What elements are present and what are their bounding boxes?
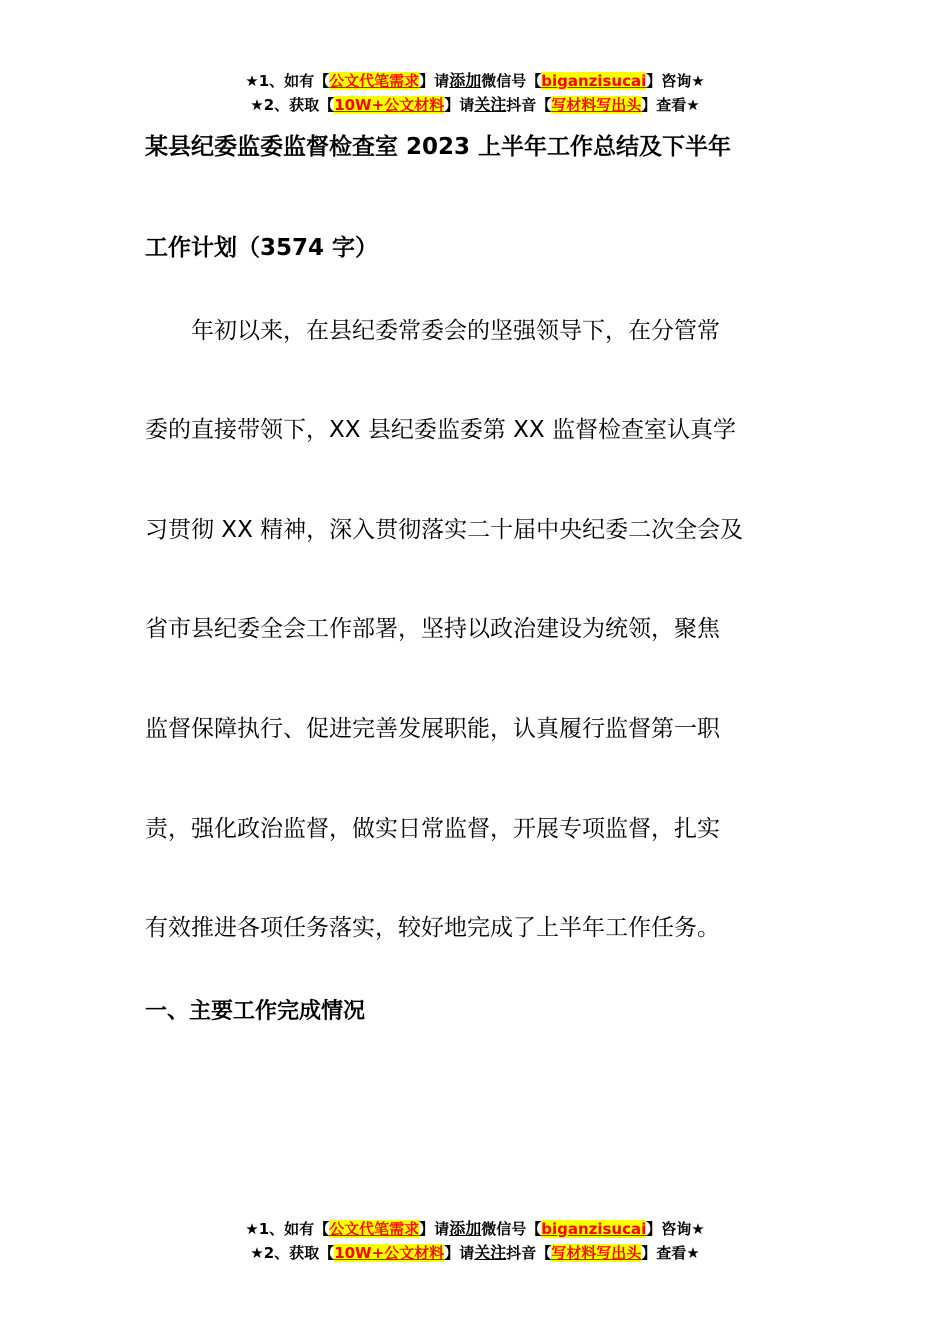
banner-line-2-emphasis: 关注 [474, 95, 507, 114]
banner-line-2-mid: 】请 [444, 96, 475, 114]
banner-line-1-suffix: 】咨询★ [646, 72, 705, 90]
footer-banner-line-1 [0, 1217, 950, 1241]
footer-line-2-emphasis: 关注 [474, 1243, 507, 1262]
footer-line-2-prefix: ★2、获取【 [250, 1244, 335, 1262]
footer-line-2-mid: 】请 [444, 1244, 475, 1262]
footer-line-1-highlight-service: 公文代笔需求 [329, 1220, 420, 1238]
banner-line-2-prefix: ★2、获取【 [250, 96, 335, 114]
footer-line-2-highlight-materials: 10W+公文材料 [334, 1244, 445, 1262]
banner-line-1-highlight-wechat: biganzisucai [541, 72, 647, 90]
paragraph-line-3: 习贯彻 XX 精神，深入贯彻落实二十届中央纪委二次全会及 [145, 517, 744, 543]
footer-line-1-emphasis: 添加 [449, 1219, 482, 1238]
footer-line-1-mid2: 微信号【 [481, 1220, 542, 1238]
footer-banner-line-2 [0, 1241, 950, 1265]
section-heading: 一、主要工作完成情况 [145, 999, 366, 1024]
banner-line-1-mid: 】请 [419, 72, 450, 90]
document-title-line-1: 某县纪委监委监督检查室 2023 上半年工作总结及下半年 [145, 134, 732, 160]
document-title-line-2: 工作计划（3574 字） [145, 235, 379, 261]
banner-line-2-suffix: 】查看★ [641, 96, 700, 114]
footer-line-2-highlight-douyin: 写材料写出头 [551, 1244, 642, 1262]
paragraph-line-2: 委的直接带领下，XX 县纪委监委第 XX 监督检查室认真学 [145, 417, 736, 443]
banner-line-1-highlight-service: 公文代笔需求 [329, 72, 420, 90]
footer-line-1-prefix: ★1、如有【 [245, 1220, 330, 1238]
header-banner [0, 69, 950, 117]
paragraph-line-4: 省市县纪委全会工作部署，坚持以政治建设为统领，聚焦 [145, 616, 720, 642]
footer-banner [0, 1217, 950, 1265]
banner-line-1-emphasis: 添加 [449, 71, 482, 90]
banner-line-1-mid2: 微信号【 [481, 72, 542, 90]
banner-line-1 [0, 69, 950, 93]
banner-line-2 [0, 93, 950, 117]
footer-line-1-highlight-wechat: biganzisucai [541, 1220, 647, 1238]
banner-line-2-highlight-douyin: 写材料写出头 [551, 96, 642, 114]
footer-line-2-suffix: 】查看★ [641, 1244, 700, 1262]
paragraph-line-6: 责，强化政治监督，做实日常监督，开展专项监督，扎实 [145, 816, 720, 842]
footer-line-2-mid2: 抖音【 [506, 1244, 552, 1262]
paragraph-line-7: 有效推进各项任务落实，较好地完成了上半年工作任务。 [145, 915, 720, 941]
banner-line-2-highlight-materials: 10W+公文材料 [334, 96, 445, 114]
banner-line-1-prefix: ★1、如有【 [245, 72, 330, 90]
banner-line-2-mid2: 抖音【 [506, 96, 552, 114]
paragraph-line-1: 年初以来，在县纪委常委会的坚强领导下，在分管常 [145, 318, 720, 344]
footer-line-1-suffix: 】咨询★ [646, 1220, 705, 1238]
footer-line-1-mid: 】请 [419, 1220, 450, 1238]
paragraph-line-5: 监督保障执行、促进完善发展职能，认真履行监督第一职 [145, 716, 720, 742]
